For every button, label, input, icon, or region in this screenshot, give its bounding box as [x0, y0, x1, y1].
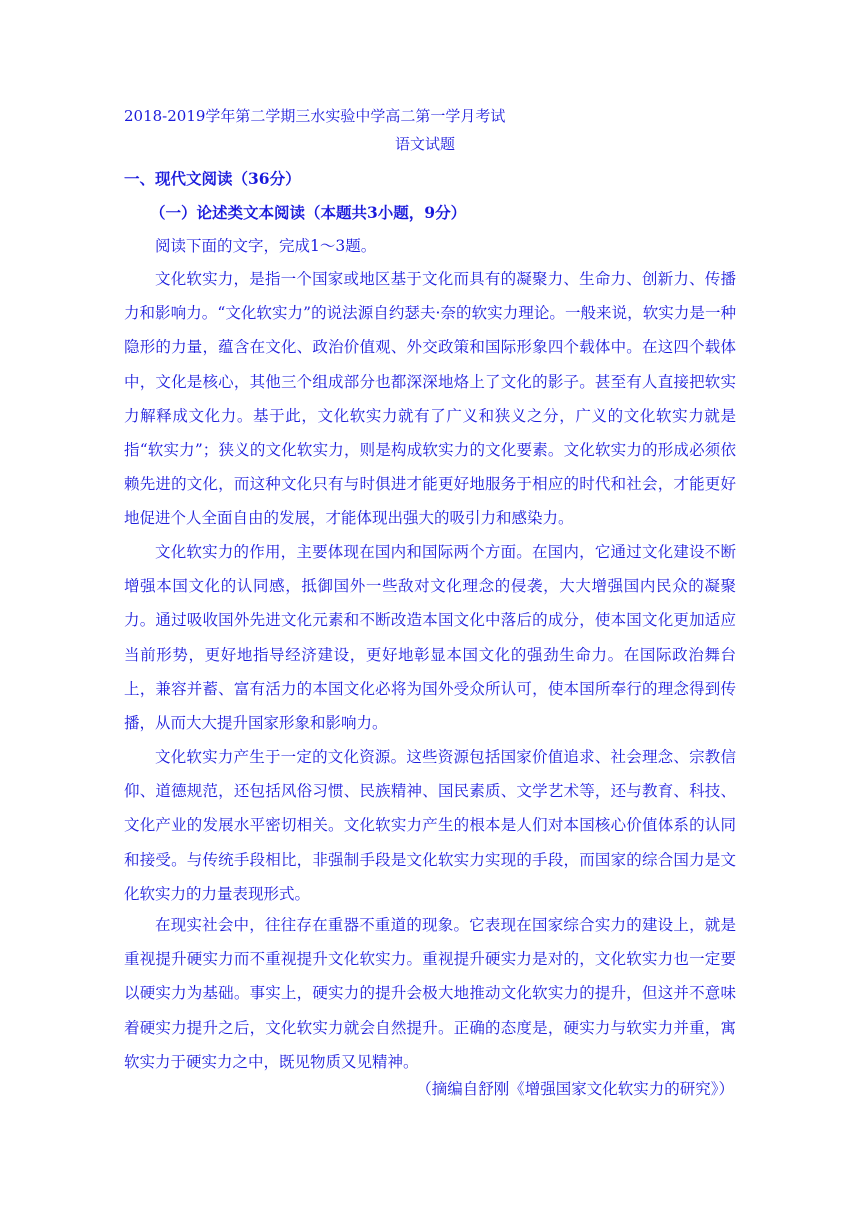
article-paragraph: 文化软实力，是指一个国家或地区基于文化而具有的凝聚力、生命力、创新力、传播力和影响力。“文化软实力”的说法源自约瑟夫·奈的软实力理论。一般来说，软实力是一种隐形的力量，蕴含在文化、政治价值观、外交政策和国际形象四个载体中。在这四个载体中，文化是核心，其他三个组成部分也都深深地烙上了文化的影子。甚至有人直接把软实力解释成文化力。基于此，文化软实力就有了广义和狭义之分，广义的文化软实力就是指“软实力”；狭义的文化软实力，则是构成软实力的文化要素。文化软实力的形成必须依赖先进的文化，而这种文化只有与时俱进才能更好地服务于相应的时代和社会，才能更好地促进个人全面自由的发展，才能体现出强大的吸引力和感染力。 — [124, 270, 736, 528]
section-heading: 一、现代文阅读（36分） — [124, 169, 301, 188]
article-paragraph: 文化软实力的作用，主要体现在国内和国际两个方面。在国内，它通过文化建设不断增强本国文化的认同感，抵御国外一些敌对文化理念的侵袭，大大增强国内民众的凝聚力。通过吸收国外先进文化元素和不断改造本国文化中落后的成分，使本国文化更加适应当前形势，更好地指导经济建设，更好地彰显本国文化的强劲生命力。在国际政治舞台上，兼容并蓄、富有活力的本国文化必将为国外受众所认可，使本国所奉行的理念得到传播，从而大大提升国家形象和影响力。 — [124, 543, 736, 733]
article-paragraph: 在现实社会中，往往存在重器不重道的现象。它表现在国家综合实力的建设上，就是重视提升硬实力而不重视提升文化软实力。重视提升硬实力是对的，文化软实力也一定要以硬实力为基础。事实上，硬实力的提升会极大地推动文化软实力的提升，但这并不意味着硬实力提升之后，文化软实力就会自然提升。正确的态度是，硬实力与软实力并重，寓软实力于硬实力之中，既见物质又见精神。 — [124, 916, 736, 1071]
exam-title: 2018-2019学年第二学期三水实验中学高二第一学月考试 — [124, 107, 506, 125]
reading-instruction: 阅读下面的文字，完成1～3题。 — [155, 237, 377, 255]
subject-title: 语文试题 — [395, 135, 456, 153]
article-paragraph: 文化软实力产生于一定的文化资源。这些资源包括国家价值追求、社会理念、宗教信仰、道德规范，还包括风俗习惯、民族精神、国民素质、文学艺术等，还与教育、科技、文化产业的发展水平密切相关。文化软实力产生的根本是人们对本国核心价值体系的认同和接受。与传统手段相比，非强制手段是文化软实力实现的手段，而国家的综合国力是文化软实力的力量表现形式。 — [124, 748, 736, 903]
subsection-heading: （一）论述类文本阅读（本题共3小题，9分） — [150, 203, 467, 222]
article-source: （摘编自舒刚《增强国家文化软实力的研究》） — [416, 1080, 734, 1098]
